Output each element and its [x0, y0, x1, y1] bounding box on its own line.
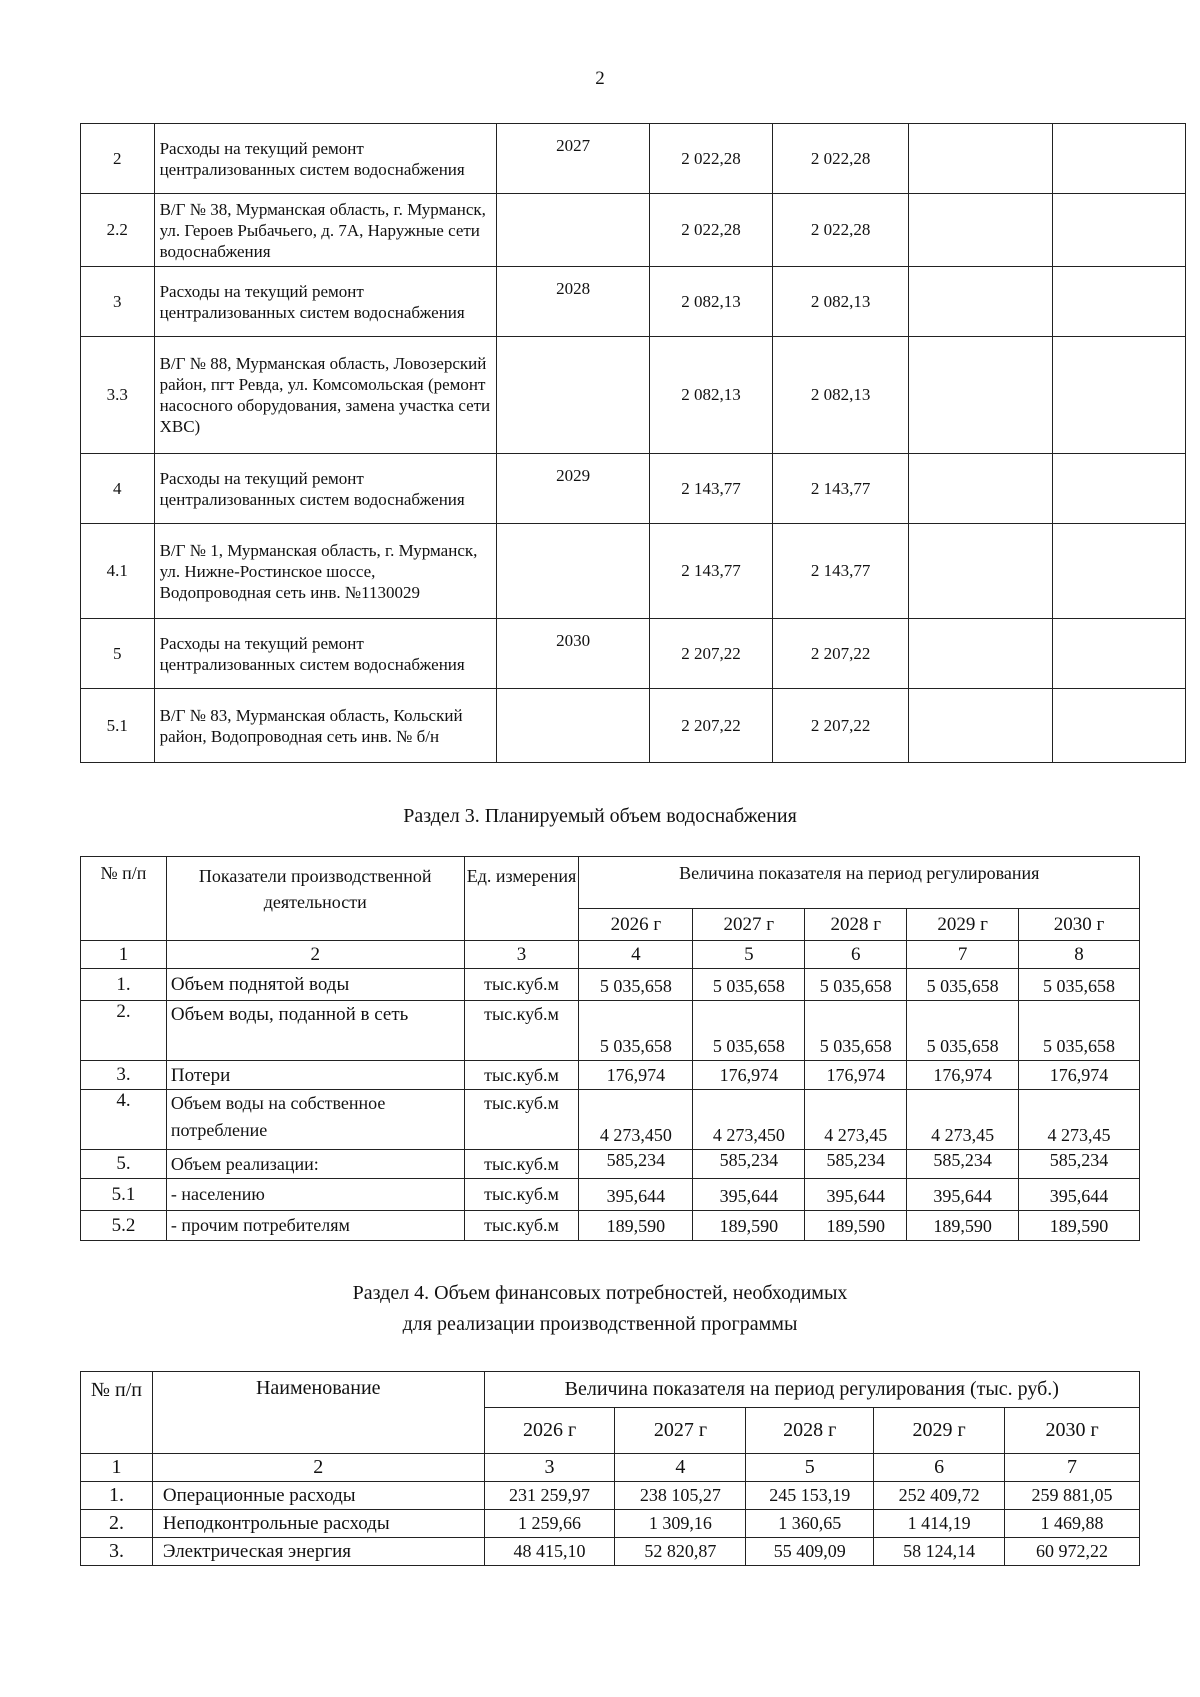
empty-cell [1053, 689, 1186, 763]
row-value: 585,234 [1019, 1150, 1140, 1179]
row-value: 585,234 [579, 1150, 693, 1179]
empty-cell [909, 454, 1053, 524]
row-unit: тыс.куб.м [464, 1090, 579, 1150]
col-header-year: 2027 г [615, 1408, 746, 1454]
col-header-period: Величина показателя на период регулирования [579, 857, 1140, 909]
col-header-year: 2030 г [1019, 909, 1140, 941]
row-indicator: Объем поднятой воды [166, 969, 464, 1001]
row-number: 3. [81, 1538, 153, 1566]
table-row [81, 1211, 1140, 1241]
row-year: 2029 [497, 454, 650, 524]
row-unit: тыс.куб.м [464, 1001, 579, 1061]
row-value: 189,590 [693, 1211, 805, 1241]
row-value: 4 273,45 [805, 1090, 907, 1150]
empty-cell [1053, 124, 1186, 194]
row-value: 1 309,16 [615, 1510, 746, 1538]
row-year: 2030 [497, 619, 650, 689]
column-number: 6 [805, 941, 907, 969]
row-number: 4 [81, 454, 155, 524]
column-number: 3 [484, 1454, 615, 1482]
col-header-year: 2030 г [1005, 1408, 1140, 1454]
section2-table [80, 123, 1186, 763]
row-number: 1. [81, 969, 167, 1001]
row-value: 5 035,658 [907, 1001, 1019, 1061]
row-value: 176,974 [805, 1061, 907, 1090]
table-row [81, 1061, 1140, 1090]
table-row [81, 524, 1186, 619]
row-value: 231 259,97 [484, 1482, 615, 1510]
row-value: 4 273,450 [579, 1090, 693, 1150]
row-value: 52 820,87 [615, 1538, 746, 1566]
row-value-2: 2 082,13 [772, 267, 908, 337]
column-number: 4 [615, 1454, 746, 1482]
col-header-year: 2028 г [746, 1408, 874, 1454]
empty-cell [909, 337, 1053, 454]
section4-title-line1: Раздел 4. Объем финансовых потребностей, необходимых [352, 1282, 848, 1304]
row-value: 395,644 [579, 1179, 693, 1211]
row-value: 176,974 [579, 1061, 693, 1090]
row-number: 4.1 [81, 524, 155, 619]
row-description: В/Г № 88, Мурманская область, Ловозерский район, пгт Ревда, ул. Комсомольская (ремонт насосного оборудования, замена участка сети ХВС) [154, 337, 497, 454]
row-number: 2. [81, 1001, 167, 1061]
row-name: Неподконтрольные расходы [152, 1510, 484, 1538]
row-value: 176,974 [693, 1061, 805, 1090]
row-number: 2.2 [81, 194, 155, 267]
row-value: 1 414,19 [874, 1510, 1005, 1538]
empty-cell [909, 689, 1053, 763]
row-value-2: 2 143,77 [772, 454, 908, 524]
row-value-2: 2 143,77 [772, 524, 908, 619]
row-value: 4 273,450 [693, 1090, 805, 1150]
row-number: 5.1 [81, 1179, 167, 1211]
row-indicator: Объем воды, поданной в сеть [166, 1001, 464, 1061]
row-value-1: 2 207,22 [649, 619, 772, 689]
row-value-1: 2 082,13 [649, 267, 772, 337]
row-year [497, 194, 650, 267]
empty-cell [1053, 619, 1186, 689]
row-value: 5 035,658 [1019, 969, 1140, 1001]
empty-cell [1053, 194, 1186, 267]
column-number: 1 [81, 941, 167, 969]
row-number: 4. [81, 1090, 167, 1150]
row-description: В/Г № 38, Мурманская область, г. Мурманск, ул. Героев Рыбачьего, д. 7А, Наружные сети водоснабжения [154, 194, 497, 267]
row-value: 5 035,658 [805, 969, 907, 1001]
row-value: 252 409,72 [874, 1482, 1005, 1510]
row-value: 259 881,05 [1005, 1482, 1140, 1510]
row-value: 585,234 [805, 1150, 907, 1179]
table-row [81, 124, 1186, 194]
row-indicator: - прочим потребителям [166, 1211, 464, 1241]
table-row [81, 689, 1186, 763]
column-number: 3 [464, 941, 579, 969]
row-year: 2027 [497, 124, 650, 194]
row-value: 5 035,658 [579, 1001, 693, 1061]
row-year [497, 689, 650, 763]
row-indicator: Объем реализации: [166, 1150, 464, 1179]
row-value: 58 124,14 [874, 1538, 1005, 1566]
column-number: 1 [81, 1454, 153, 1482]
table-row [81, 1090, 1140, 1150]
table-row [81, 337, 1186, 454]
col-header-year: 2029 г [874, 1408, 1005, 1454]
empty-cell [909, 124, 1053, 194]
row-value: 395,644 [693, 1179, 805, 1211]
empty-cell [909, 267, 1053, 337]
row-unit: тыс.куб.м [464, 1150, 579, 1179]
row-value: 176,974 [1019, 1061, 1140, 1090]
row-number: 3 [81, 267, 155, 337]
table-row [81, 267, 1186, 337]
row-year: 2028 [497, 267, 650, 337]
table-row [81, 1150, 1140, 1179]
row-value: 5 035,658 [693, 969, 805, 1001]
row-value: 5 035,658 [907, 969, 1019, 1001]
table-row [81, 194, 1186, 267]
row-value: 60 972,22 [1005, 1538, 1140, 1566]
row-value: 585,234 [907, 1150, 1019, 1179]
row-description: Расходы на текущий ремонт централизованных систем водоснабжения [154, 267, 497, 337]
row-value-1: 2 022,28 [649, 124, 772, 194]
row-description: Расходы на текущий ремонт централизованных систем водоснабжения [154, 454, 497, 524]
row-value: 1 360,65 [746, 1510, 874, 1538]
row-value-1: 2 143,77 [649, 524, 772, 619]
row-value-1: 2 207,22 [649, 689, 772, 763]
row-number: 2. [81, 1510, 153, 1538]
row-indicator: Объем воды на собственное потребление [166, 1090, 464, 1150]
row-value: 395,644 [805, 1179, 907, 1211]
row-name: Электрическая энергия [152, 1538, 484, 1566]
col-header-year: 2026 г [484, 1408, 615, 1454]
empty-cell [1053, 454, 1186, 524]
col-header-year: 2029 г [907, 909, 1019, 941]
col-header-num: № п/п [81, 1372, 153, 1454]
column-number: 2 [166, 941, 464, 969]
row-unit: тыс.куб.м [464, 1061, 579, 1090]
table-row [81, 1538, 1140, 1566]
col-header-indicator: Показатели производственной деятельности [166, 857, 464, 941]
table-row [81, 454, 1186, 524]
row-number: 3. [81, 1061, 167, 1090]
column-number: 4 [579, 941, 693, 969]
row-value: 5 035,658 [693, 1001, 805, 1061]
header-row [81, 1372, 1140, 1408]
column-number: 7 [907, 941, 1019, 969]
row-value: 5 035,658 [805, 1001, 907, 1061]
row-value: 5 035,658 [579, 969, 693, 1001]
row-value: 189,590 [907, 1211, 1019, 1241]
row-value: 189,590 [805, 1211, 907, 1241]
column-number: 7 [1005, 1454, 1140, 1482]
table-row [81, 1179, 1140, 1211]
row-value: 4 273,45 [1019, 1090, 1140, 1150]
row-number: 5.1 [81, 689, 155, 763]
row-value: 585,234 [693, 1150, 805, 1179]
col-header-unit: Ед. измерения [464, 857, 579, 941]
row-value: 1 259,66 [484, 1510, 615, 1538]
row-description: В/Г № 83, Мурманская область, Кольский район, Водопроводная сеть инв. № б/н [154, 689, 497, 763]
section3-table [80, 856, 1140, 1241]
row-value-1: 2 143,77 [649, 454, 772, 524]
row-indicator: Потери [166, 1061, 464, 1090]
row-unit: тыс.куб.м [464, 1179, 579, 1211]
row-indicator: - населению [166, 1179, 464, 1211]
row-description: В/Г № 1, Мурманская область, г. Мурманск, ул. Нижне-Ростинское шоссе, Водопроводная сеть инв. №1130029 [154, 524, 497, 619]
row-value: 48 415,10 [484, 1538, 615, 1566]
empty-cell [909, 194, 1053, 267]
row-year [497, 524, 650, 619]
col-header-year: 2027 г [693, 909, 805, 941]
empty-cell [909, 619, 1053, 689]
row-description: Расходы на текущий ремонт централизованных систем водоснабжения [154, 124, 497, 194]
row-number: 5. [81, 1150, 167, 1179]
empty-cell [909, 524, 1053, 619]
row-value: 55 409,09 [746, 1538, 874, 1566]
table-row [81, 619, 1186, 689]
header-row [81, 857, 1140, 909]
section4-title-line2: для реализации производственной программы [402, 1313, 798, 1335]
empty-cell [1053, 337, 1186, 454]
row-unit: тыс.куб.м [464, 969, 579, 1001]
row-value: 245 153,19 [746, 1482, 874, 1510]
row-value-2: 2 022,28 [772, 194, 908, 267]
row-value-2: 2 207,22 [772, 689, 908, 763]
row-value-1: 2 082,13 [649, 337, 772, 454]
page-number: 2 [595, 68, 605, 89]
row-number: 5.2 [81, 1211, 167, 1241]
row-number: 2 [81, 124, 155, 194]
table-row [81, 1510, 1140, 1538]
row-value-1: 2 022,28 [649, 194, 772, 267]
table-row [81, 1482, 1140, 1510]
column-number: 5 [693, 941, 805, 969]
row-number: 3.3 [81, 337, 155, 454]
column-number: 8 [1019, 941, 1140, 969]
table-row [81, 969, 1140, 1001]
col-header-year: 2026 г [579, 909, 693, 941]
column-numbers-row [81, 941, 1140, 969]
row-value: 238 105,27 [615, 1482, 746, 1510]
row-value: 176,974 [907, 1061, 1019, 1090]
empty-cell [1053, 267, 1186, 337]
row-description: Расходы на текущий ремонт централизованных систем водоснабжения [154, 619, 497, 689]
col-header-year: 2028 г [805, 909, 907, 941]
section2-rows [81, 124, 1186, 763]
row-value: 1 469,88 [1005, 1510, 1140, 1538]
table-row [81, 1001, 1140, 1061]
col-header-num: № п/п [81, 857, 167, 941]
row-number: 1. [81, 1482, 153, 1510]
column-number: 2 [152, 1454, 484, 1482]
row-value-2: 2 207,22 [772, 619, 908, 689]
row-value: 189,590 [579, 1211, 693, 1241]
row-value: 395,644 [1019, 1179, 1140, 1211]
row-value-2: 2 082,13 [772, 337, 908, 454]
empty-cell [1053, 524, 1186, 619]
section4-table [80, 1371, 1140, 1566]
row-unit: тыс.куб.м [464, 1211, 579, 1241]
row-value: 395,644 [907, 1179, 1019, 1211]
row-name: Операционные расходы [152, 1482, 484, 1510]
row-value: 4 273,45 [907, 1090, 1019, 1150]
row-year [497, 337, 650, 454]
section3-title: Раздел 3. Планируемый объем водоснабжения [403, 805, 797, 827]
row-value: 189,590 [1019, 1211, 1140, 1241]
column-number: 5 [746, 1454, 874, 1482]
column-number: 6 [874, 1454, 1005, 1482]
column-numbers-row [81, 1454, 1140, 1482]
row-value: 5 035,658 [1019, 1001, 1140, 1061]
row-value-2: 2 022,28 [772, 124, 908, 194]
col-header-period: Величина показателя на период регулирования (тыс. руб.) [484, 1372, 1139, 1408]
row-number: 5 [81, 619, 155, 689]
col-header-name: Наименование [152, 1372, 484, 1454]
